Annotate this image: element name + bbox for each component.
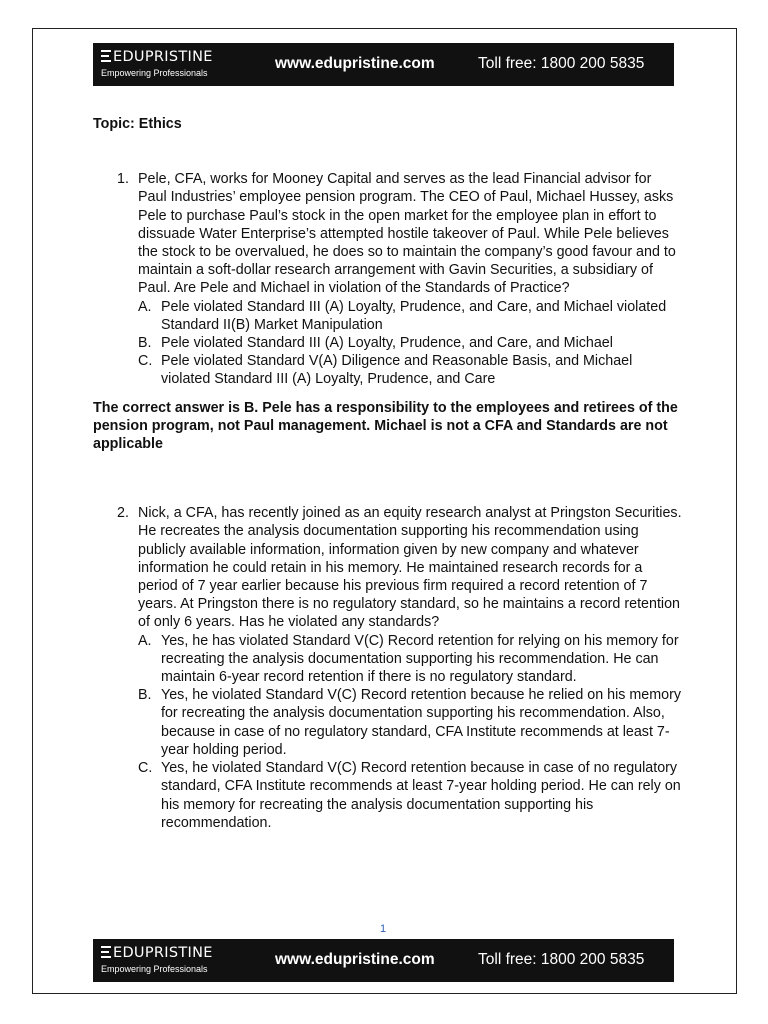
option-letter: C. — [138, 353, 153, 370]
question-2 — [93, 504, 683, 832]
logo-name-text: EDUPRISTINE — [113, 945, 213, 961]
topic-heading: Topic: Ethics — [93, 116, 182, 132]
option-text: Pele violated Standard III (A) Loyalty, Prudence, and Care, and Michael — [161, 335, 613, 352]
option-text: Yes, he has violated Standard V(C) Record retention for relying on his memory for recreating the analysis documentation supporting his recommendation. He can maintain 6-year record retention if there is no regulatory standard. — [161, 632, 679, 686]
option-text: Pele violated Standard III (A) Loyalty, Prudence, and Care, and Michael violated Standard II(B) Market Manipulation — [161, 298, 667, 333]
document-body — [93, 115, 683, 832]
toll-free-number: Toll free: 1800 200 5835 — [478, 951, 645, 968]
option-letter: B. — [138, 687, 152, 704]
laptop-e-icon — [101, 50, 111, 62]
header-banner — [93, 43, 674, 86]
option-a — [138, 632, 683, 687]
question-1 — [93, 170, 683, 388]
laptop-e-icon — [101, 946, 111, 958]
question-text: Nick, a CFA, has recently joined as an equity research analyst at Pringston Securities. He recreates the analysis documentation supporting his recommendation using publicly available information, information given by new company and whatever information he could retain in his memory. He maintained research records for a period of 7 year earlier because his previous firm required a record retention of 7 years. At Pringston there is no regulatory standard, so he maintains a record retention of only 6 years. Has he violated any standards? — [138, 505, 682, 631]
option-letter: C. — [138, 760, 153, 777]
header-logo — [101, 48, 231, 79]
question-number: 1. — [117, 171, 129, 188]
question-number: 2. — [117, 505, 129, 522]
logo-tagline: Empowering Professionals — [101, 68, 208, 78]
option-text: Yes, he violated Standard V(C) Record retention because he relied on his memory for recreating the analysis documentation supporting his recommendation. Also, because in case of no regulatory standard, CFA Institute recommends at least 7-year holding period. — [161, 687, 682, 758]
option-b — [138, 334, 683, 352]
toll-free-number: Toll free: 1800 200 5835 — [478, 55, 645, 72]
logo-tagline: Empowering Professionals — [101, 964, 208, 974]
option-a — [138, 298, 683, 334]
option-letter: B. — [138, 335, 152, 352]
answer-explanation: The correct answer is B. Pele has a responsibility to the employees and retirees of the pension program, not Paul management. Michael is not a CFA and Standards are not applicable — [93, 399, 678, 453]
option-letter: A. — [138, 632, 152, 649]
footer-logo — [101, 944, 231, 975]
question-text: Pele, CFA, works for Mooney Capital and serves as the lead Financial advisor for Paul Industries’ employee pension program. The CEO of Paul, Michael Hussey, asks Pele to purchase Paul’s stock in the open market for the employee plan in effort to dissuade Water Enterprise’s attempted hostile takeover of Paul. While Pele believes the stock to be overvalued, he does so to maintain the company’s good favour and to maintain a soft-dollar research arrangement with Gavin Securities, a subsidiary of Paul. Are Pele and Michael in violation of the Standards of Practice? — [138, 171, 676, 297]
option-c — [138, 759, 683, 832]
footer-banner — [93, 939, 674, 982]
option-text: Pele violated Standard V(A) Diligence and Reasonable Basis, and Michael violated Standard III (A) Loyalty, Prudence, and Care — [161, 353, 633, 388]
option-text: Yes, he violated Standard V(C) Record retention because in case of no regulatory standard, CFA Institute recommends at least 7-year holding period. He can rely on his memory for recreating the analysis documentation supporting his recommendation. — [161, 760, 681, 831]
website-link[interactable]: www.edupristine.com — [275, 951, 435, 968]
logo-name-text: EDUPRISTINE — [113, 49, 213, 65]
option-letter: A. — [138, 298, 152, 315]
option-c — [138, 352, 683, 388]
page-number: 1 — [379, 923, 387, 935]
website-link[interactable]: www.edupristine.com — [275, 55, 435, 72]
option-b — [138, 686, 683, 759]
